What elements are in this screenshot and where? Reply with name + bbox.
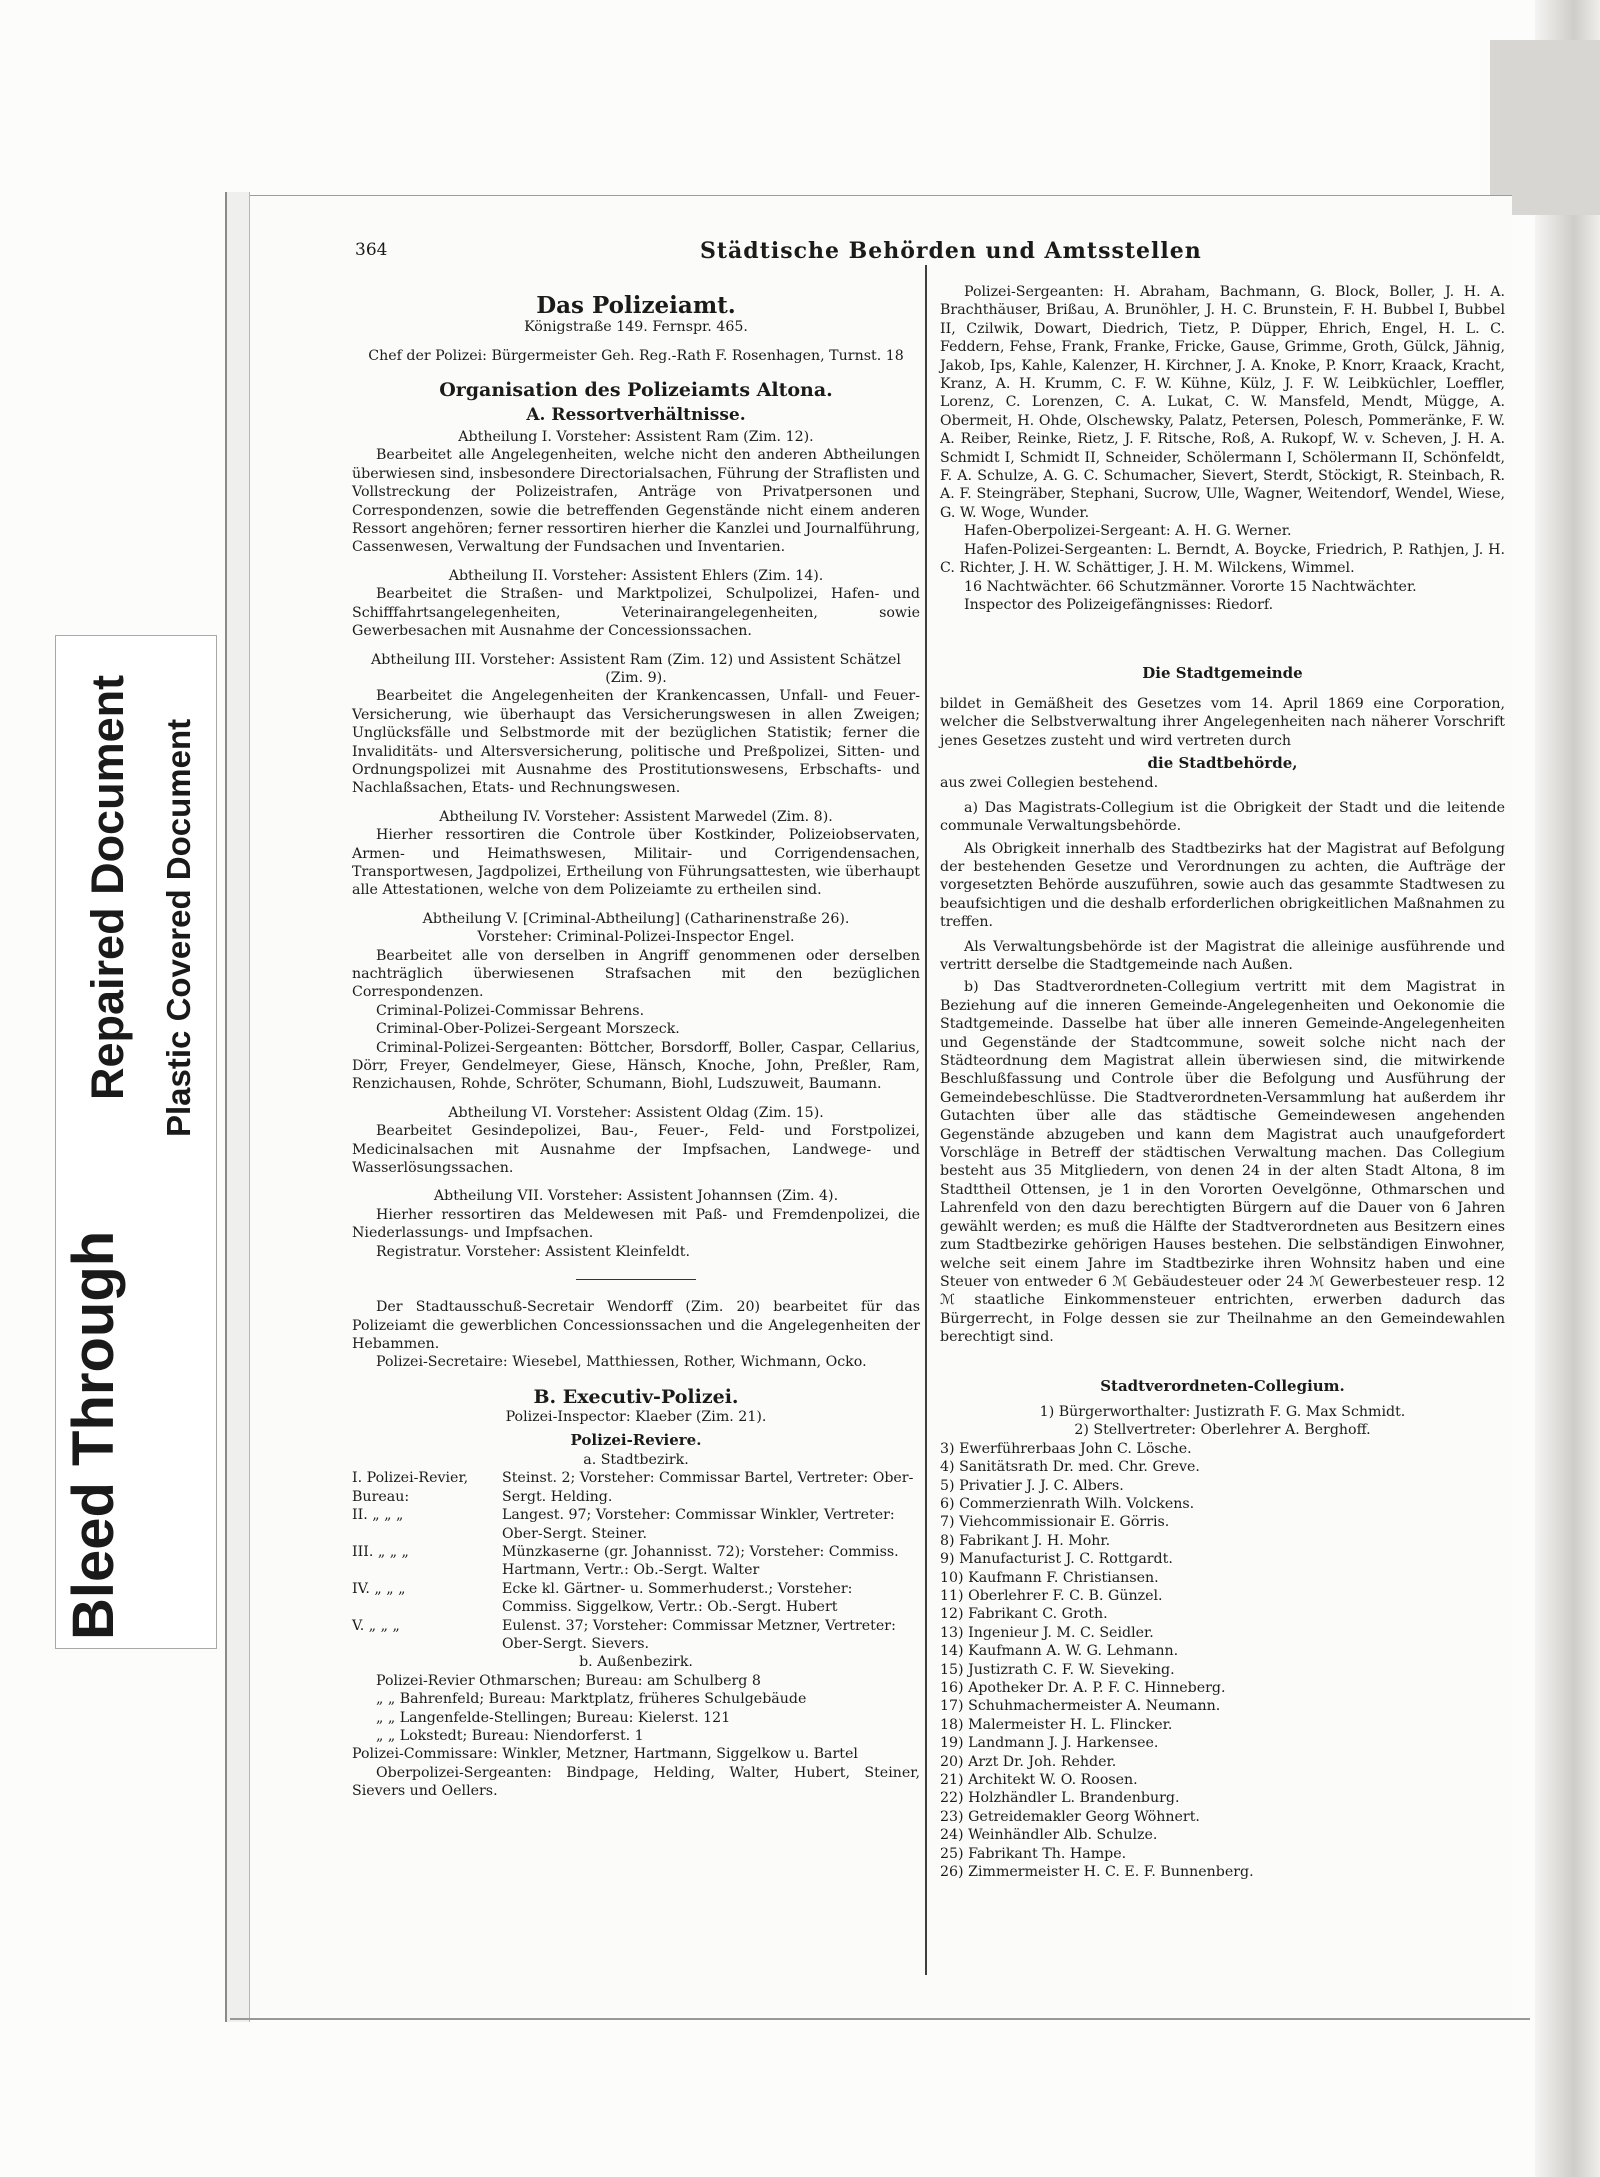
stadtgemeinde-text: bildet in Gemäßheit des Gesetzes vom 14. April 1869 eine Corporation, welcher die Selbstverwaltung ihrer Angelegenheiten nach näherer Vorschrift jenes Gesetzes zusteht und wird vertreten durch (940, 695, 1505, 749)
revier-label: III. „ „ „ (352, 1543, 409, 1560)
revier-list (352, 1469, 920, 1653)
abt5-sergeanten: Criminal-Polizei-Sergeanten: Böttcher, Borsdorff, Boller, Caspar, Cellarius, Dörr, Freyer, Gendelmeyer, Giese, Hänsch, Knoche, John, Preßler, Ram, Renzichausen, Rohde, Schröter, Schumann, Biohl, Ludszuweit, Baumann. (352, 1039, 920, 1093)
collegium-heading: Stadtverordneten-Collegium. (1100, 1376, 1345, 1395)
zwei-collegien: aus zwei Collegien bestehend. (940, 775, 1159, 792)
reviere-heading: Polizei-Reviere. (570, 1430, 702, 1449)
section-a-heading: A. Ressortverhältnisse. (526, 404, 746, 425)
obrigkeit-text: Als Obrigkeit innerhalb des Stadtbezirks hat der Magistrat auf Befolgung der bestehenden Gesetze und Verordnungen zu achten, die Aufträge der vorgesetzten Behörde auszuführen, sowie auch das gesammte Stadtwesen zu beaufsichtigen und die deshalb erforderlichen obrigkeitlichen Maßnahmen zu treffen. (940, 840, 1505, 931)
left-column (352, 293, 920, 1801)
registratur: Registratur. Vorsteher: Assistent Kleinfeldt. (376, 1243, 691, 1260)
revier-text: Ecke kl. Gärtner- u. Sommerhuderst.; Vorsteher: Commiss. Siggelkow, Vertr.: Ob.-Sergt. Hubert (502, 1580, 853, 1616)
stadtbehoerde-heading: die Stadtbehörde, (1147, 753, 1298, 772)
polizei-sergeanten: Polizei-Sergeanten: H. Abraham, Bachmann, G. Block, Boller, J. H. A. Brachthäuser, Brißau, A. Brunöhler, J. H. C. Brunstein, F. H. Bubbel I, Bubbel II, Czilwik, Dowart, Diedrich, Tietz, P. Düpper, Ehrich, Engel, H. L. C. Feddern, Fehse, Frank, Franke, Fricke, Gause, Grimme, Groth, Gülck, Jähnig, Jakob, Ips, Kahle, Kalenzer, H. Kirchner, J. A. Knoke, P. Knorr, Kraack, Kracht, Kranz, A. H. Krumm, C. F. W. Kühne, Külz, J. F. W. Leibküchler, Loeffler, Lorenz, C. Lorenzen, C. A. Lukat, C. W. Mansfeld, Mendt, Mügge, A. Obermeit, H. Ohde, Olschewsky, Palatz, Petersen, Polesch, Pommeränke, F. W. A. Reiber, Reinke, Rietz, J. F. Ritsche, Roß, A. Rukopf, W. v. Scheven, J. H. A. Schmidt I, Schmidt II, Schneider, Schölermann I, Schölermann II, Schönfeldt, F. A. Schulze, A. G. C. Schumacher, Sievert, Sterdt, Stöckigt, R. Steinbach, R. A. F. Steingräber, Stephani, Sucrow, Ulle, Wagner, Weitendorf, Wendel, Wiese, G. W. Woge, Wunder. (940, 284, 1505, 521)
abt7-heading: Abtheilung VII. Vorsteher: Assistent Johannsen (Zim. 4). (433, 1188, 839, 1205)
polizei-secretaire: Polizei-Secretaire: Wiesebel, Matthiessen, Rother, Wichmann, Ocko. (376, 1354, 867, 1371)
aussen-revier: „ „ Lokstedt; Bureau: Niendorferst. 1 (376, 1728, 644, 1745)
oberpolizei-sergeanten: Oberpolizei-Sergeanten: Bindpage, Helding, Walter, Hubert, Steiner, Sievers und Oellers. (352, 1764, 920, 1800)
organisation-heading: Organisation des Polizeiamts Altona. (439, 379, 833, 402)
revier-text: Münzkaserne (gr. Johannisst. 72); Vorsteher: Commiss. Hartmann, Vertr.: Ob.-Sergt. Walter (502, 1543, 899, 1579)
section-rule (576, 1279, 696, 1280)
abt3-text: Bearbeitet die Angelegenheiten der Krankencassen, Unfall- und Feuer-Versicherung, wie überhaupt das Versicherungswesen in allen Zweigen; Unglücksfälle und Selbstmorde mit der bezüglichen Statistik; ferner die Invaliditäts- und Altersversicherung, politische und Preßpolizei, Sitten- und Ordnungspolizei mit Ausnahme des Prostitutionswesens, Erbschafts- und Nachlaßsachen, Etats- und Rechnungswesen. (352, 688, 920, 797)
magistrat-text: a) Das Magistrats-Collegium ist die Obrigkeit der Stadt und die leitende communale Verwaltungsbehörde. (940, 799, 1505, 835)
abt5-commissar: Criminal-Polizei-Commissar Behrens. (376, 1002, 645, 1019)
chief-of-police: Chef der Polizei: Bürgermeister Geh. Reg.-Rath F. Rosenhagen, Turnst. 18 (368, 347, 904, 364)
label-repaired-document: Repaired Document (82, 674, 133, 1100)
abt7-text: Hierher ressortiren das Meldewesen mit Paß- und Fremdenpolizei, die Niederlassungs- und Impfsachen. (352, 1206, 920, 1242)
revier-label: V. „ „ „ (352, 1617, 400, 1634)
revier-text: Eulenst. 37; Vorsteher: Commissar Metzner, Vertreter: Ober-Sergt. Sievers. (502, 1617, 896, 1652)
page-edge-bottom (230, 2018, 1530, 2026)
wortfuehrer: 1) Bürgerworthalter: Justizrath F. G. Max Schmidt. (1039, 1403, 1406, 1420)
member-item: 15) Justizrath C. F. W. Sieveking. (940, 1661, 1175, 1678)
member-item: 3) Ewerführerbaas John C. Lösche. (940, 1440, 1192, 1457)
member-item: 19) Landmann J. J. Harkensee. (940, 1735, 1159, 1752)
member-item: 24) Weinhändler Alb. Schulze. (940, 1827, 1158, 1844)
aussen-revier: „ „ Bahrenfeld; Bureau: Marktplatz, früheres Schulgebäude (376, 1691, 807, 1708)
scan-background-right (1535, 0, 1600, 2177)
revier-text: Steinst. 2; Vorsteher: Commissar Bartel, Vertreter: Ober-Sergt. Helding. (502, 1470, 914, 1505)
polizei-inspector: Polizei-Inspector: Klaeber (Zim. 21). (505, 1409, 767, 1426)
member-item: 6) Commerzienrath Wilh. Volckens. (940, 1495, 1195, 1512)
member-item: 4) Sanitätsrath Dr. med. Chr. Greve. (940, 1459, 1200, 1476)
abt2-heading: Abtheilung II. Vorsteher: Assistent Ehlers (Zim. 14). (448, 567, 824, 584)
verwaltung-text: Als Verwaltungsbehörde ist der Magistrat die alleinige ausführende und vertritt derselbe die Stadtgemeinde nach Außen. (940, 938, 1505, 973)
abt2-text: Bearbeitet die Straßen- und Marktpolizei, Schulpolizei, Hafen- und Schifffahrtsangelegenheiten, Veterinairangelegenheiten, sowie Gewerbesachen mit Ausnahme der Concessionssachen. (352, 586, 920, 640)
abt4-heading: Abtheilung IV. Vorsteher: Assistent Marwedel (Zim. 8). (439, 808, 833, 825)
nachtwaechter: 16 Nachtwächter. 66 Schutzmänner. Vororte 15 Nachtwächter. (964, 578, 1417, 595)
aussen-revier: Polizei-Revier Othmarschen; Bureau: am Schulberg 8 (376, 1672, 761, 1689)
running-header: Städtische Behörden und Amtsstellen (700, 238, 1202, 264)
abt3-heading: Abtheilung III. Vorsteher: Assistent Ram (Zim. 12) und Assistent Schätzel (Zim. 9). (371, 651, 901, 686)
hafen-ober-sergeant: Hafen-Oberpolizei-Sergeant: A. H. G. Werner. (964, 523, 1292, 540)
member-item: 20) Arzt Dr. Joh. Rehder. (940, 1753, 1117, 1770)
member-item: 23) Getreidemakler Georg Wöhnert. (940, 1808, 1200, 1825)
revier-label: I. Polizei-Revier, Bureau: (352, 1470, 469, 1505)
page-edge (225, 192, 250, 2022)
abt4-text: Hierher ressortiren die Controle über Kostkinder, Polizeiobservaten, Armen- und Heimathswesen, Militair- und Corrigendensachen, Transportwesen, Jagdpolizei, Ertheilung von Führungsattesten, wie überhaupt alle Attestationen, welche von dem Polizeiamte zu ertheilen sind. (352, 827, 920, 899)
member-item: 8) Fabrikant J. H. Mohr. (940, 1532, 1111, 1549)
stadtgemeinde-heading: Die Stadtgemeinde (1142, 664, 1303, 683)
member-list (940, 1440, 1505, 1882)
right-column (940, 283, 1505, 1882)
revier-label: II. „ „ „ (352, 1507, 404, 1524)
aussen-revier: „ „ Langenfelde-Stellingen; Bureau: Kielerst. 121 (376, 1709, 731, 1726)
member-item: 16) Apotheker Dr. A. P. F. C. Hinneberg. (940, 1680, 1226, 1697)
member-item: 13) Ingenieur J. M. C. Seidler. (940, 1624, 1154, 1641)
section-b-heading: B. Executiv-Polizei. (533, 1385, 739, 1408)
polizeiamt-title: Das Polizeiamt. (536, 292, 736, 319)
abt6-heading: Abtheilung VI. Vorsteher: Assistent Oldag (Zim. 15). (448, 1104, 824, 1121)
abt5-vorsteher: Vorsteher: Criminal-Polizei-Inspector Engel. (477, 929, 795, 946)
label-bleed-through: Bleed Through (61, 1230, 126, 1640)
stadtbezirk-heading: a. Stadtbezirk. (583, 1451, 689, 1468)
member-item: 7) Viehcommissionair E. Görris. (940, 1514, 1170, 1531)
member-item: 25) Fabrikant Th. Hampe. (940, 1845, 1127, 1862)
member-item: 18) Malermeister H. L. Flincker. (940, 1716, 1173, 1733)
abt5-text: Bearbeitet alle von derselben in Angriff genommenen oder derselben nachträglich überwiesenen Strafsachen mit den bezüglichen Correspondenzen. (352, 947, 920, 1001)
abt5-heading: Abtheilung V. [Criminal-Abtheilung] (Catharinenstraße 26). (422, 910, 850, 927)
hafen-sergeanten: Hafen-Polizei-Sergeanten: L. Berndt, A. Boycke, Friedrich, P. Rathjen, J. H. C. Richter, J. H. W. Schättiger, J. H. M. Wilckens, Wimmel. (940, 541, 1505, 577)
abt1-text: Bearbeitet alle Angelegenheiten, welche nicht den anderen Abtheilungen überwiesen sind, insbesondere Directorialsachen, Führung der Straflisten und Vollstreckung der Polizeistrafen, Anträge von Privatpersonen und Correspondenzen, sowie die betreffenden Gegenstände nicht einem anderen Ressort angehören; ferner ressortiren hierher die Kanzlei und Journalführung, Cassenwesen, Verwaltung der Fundsachen und Inventarien. (352, 447, 920, 556)
member-item: 9) Manufacturist J. C. Rottgardt. (940, 1551, 1173, 1568)
polizei-commissare: Polizei-Commissare: Winkler, Metzner, Hartmann, Siggelkow u. Bartel (352, 1746, 858, 1763)
abt1-heading: Abtheilung I. Vorsteher: Assistent Ram (Zim. 12). (458, 429, 814, 446)
stellvertreter: 2) Stellvertreter: Oberlehrer A. Berghoff. (1074, 1422, 1371, 1439)
aussenbezirk-heading: b. Außenbezirk. (579, 1654, 693, 1671)
stadtverordneten-text: b) Das Stadtverordneten-Collegium vertritt mit dem Magistrat in Beziehung auf die inneren Gemeinde-Angelegenheiten und Oekonomie die Stadtgemeinde. Dasselbe hat über alle inneren Gemeinde-Angelegenheiten und Gegenstände der Stadtcommune, soweit solche nicht nach der Städteordnung dem Magistrat allein überwiesen sind, die mitwirkende Beschlußfassung und Controle über die Befolgung und Ausführung der Gemeindebeschlüsse. Die Stadtverordneten-Versammlung hat außerdem ihr Gutachten über alle das städtische Gemeindewesen angehenden Gegenstände abzugeben und kann dem Magistrat auch unaufgefordert Vorschläge in Betreff der städtischen Verwaltung machen. Das Collegium besteht aus 35 Mitgliedern, von denen 24 in der alten Stadt Altona, 8 im Stadttheil Ottensen, je 1 in den Vororten Oevelgönne, Othmarschen und Lahrenfeld von den dazu berechtigten Bürgern auf die Dauer von 6 Jahren gewählt werden; es muß die Hälfte der Stadtverordneten aus Besitzern eines zum Stadtbezirke gehörigen Hauses bestehen. Die selbständigen Einwohner, welche seit einem Jahre im Stadtbezirke ihren Wohnsitz haben und eine Steuer von entweder 6 ℳ Gebäudesteuer oder 24 ℳ Gewerbesteuer resp. 12 ℳ staatliche Einkommensteuer entrichten, erwerben dadurch das Bürgerrecht, in Folge dessen sie zur Theilnahme an den Gemeindewahlen berechtigt sind. (940, 979, 1505, 1346)
member-item: 10) Kaufmann F. Christiansen. (940, 1569, 1159, 1586)
member-item: 14) Kaufmann A. W. G. Lehmann. (940, 1643, 1179, 1660)
member-item: 12) Fabrikant C. Groth. (940, 1606, 1108, 1623)
member-item: 21) Architekt W. O. Roosen. (940, 1772, 1138, 1789)
revier-label: IV. „ „ „ (352, 1580, 406, 1597)
gefaengnis-inspector: Inspector des Polizeigefängnisses: Riedorf. (964, 596, 1274, 613)
member-item: 17) Schuhmachermeister A. Neumann. (940, 1698, 1221, 1715)
label-plastic-covered: Plastic Covered Document (160, 718, 197, 1137)
scan-background-top-right (1490, 40, 1600, 215)
member-item: 5) Privatier J. J. C. Albers. (940, 1477, 1124, 1494)
page-number: 364 (355, 240, 388, 260)
address: Königstraße 149. Fernspr. 465. (524, 319, 748, 336)
member-item: 26) Zimmermeister H. C. E. F. Bunnenberg. (940, 1864, 1254, 1881)
abt6-text: Bearbeitet Gesindepolizei, Bau-, Feuer-, Feld- und Forstpolizei, Medicinalsachen mit Ausnahme der Impfsachen, Landwege- und Wasserlösungssachen. (352, 1123, 920, 1177)
column-divider (925, 265, 927, 1975)
member-item: 22) Holzhändler L. Brandenburg. (940, 1790, 1180, 1807)
abt5-ober-sergeant: Criminal-Ober-Polizei-Sergeant Morszeck. (376, 1021, 680, 1038)
stadtausschuss-text: Der Stadtausschuß-Secretair Wendorff (Zim. 20) bearbeitet für das Polizeiamt die gewerblichen Concessionssachen und die Angelegenheiten der Hebammen. (352, 1299, 920, 1352)
revier-text: Langest. 97; Vorsteher: Commissar Winkler, Vertreter: Ober-Sergt. Steiner. (502, 1507, 895, 1542)
member-item: 11) Oberlehrer F. C. B. Günzel. (940, 1588, 1163, 1604)
